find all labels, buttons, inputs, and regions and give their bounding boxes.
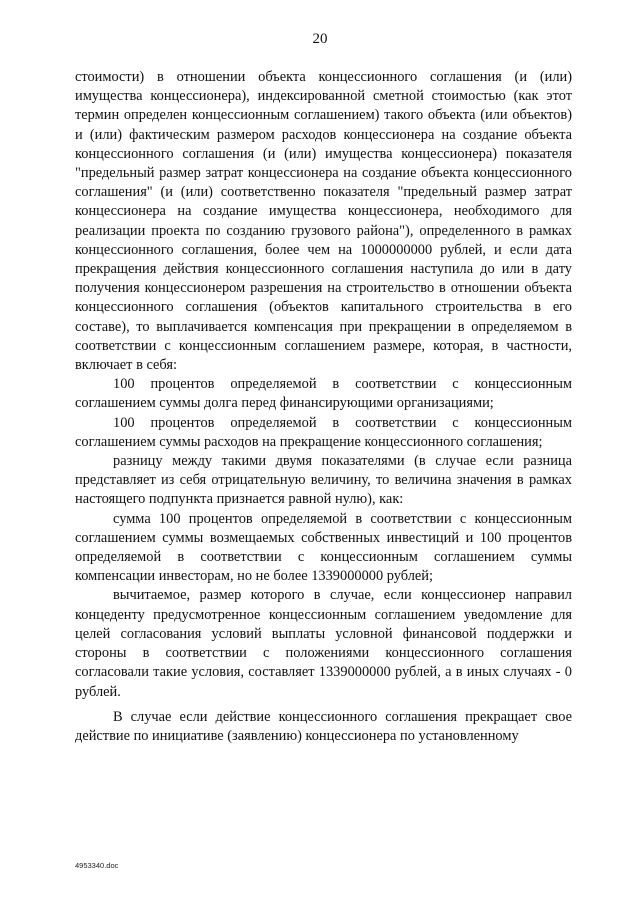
paragraph-debt-item: 100 процентов определяемой в соответствии с концессионным соглашением суммы долга перед финансирующими организациями;: [75, 376, 572, 412]
paragraph-sum-item: сумма 100 процентов определяемой в соответствии с концессионным соглашением суммы возмещаемых собственных инвестиций и 100 процентов определяемой в соответствии с концессионным соглашением суммы компенсации инвесторам, но не более 1339000000 рублей;: [75, 510, 572, 585]
paragraph-difference-item: разницу между такими двумя показателями (в случае если разница представляет из себя отрицательную величину, то величина значения в рамках настоящего подпункта признается равной нулю), как:: [75, 453, 572, 508]
paragraph-continuation: стоимости) в отношении объекта концессионного соглашения (и (или) имущества концессионера), индексированной сметной стоимостью (как этот термин определен концессионным соглашением) такого объекта (или объектов) и (или) фактическим размером расходов концессионера на создание объекта концессионного соглашения (и (или) имущества концессионера) показателя "предельный размер затрат концессионера на создание объекта концессионного соглашения" (и (или) соответственно показателя "предельный размер затрат концессионера на создание имущества концессионера, необходимого для реализации проекта по созданию грузового района"), определенного в рамках концессионного соглашения, более чем на 1000000000 рублей, и если дата прекращения действия концессионного соглашения наступила до или в дату получения концессионером разрешения на строительство в отношении объекта концессионного соглашения (объектов капитального строительства в его составе), то выплачивается компенсация при прекращении в определяемом в соответствии с концессионным соглашением размере, которая, в частности, включает в себя:: [75, 69, 572, 374]
page-number: 20: [312, 31, 328, 47]
document-body: [75, 68, 572, 746]
paragraph-termination-case: В случае если действие концессионного соглашения прекращает свое действие по инициативе (заявлению) концессионера по установленному: [75, 708, 572, 744]
paragraph-termination-costs-item: 100 процентов определяемой в соответствии с концессионным соглашением суммы расходов на прекращение концессионного соглашения;: [75, 414, 572, 450]
paragraph-subtrahend-item: вычитаемое, размер которого в случае, если концессионер направил концеденту предусмотренное концессионным соглашением уведомление для целей согласования условий выплаты условной финансовой поддержки и стороны в соответствии с положениями концессионного соглашения согласовали такие условия, составляет 1339000000 рублей, а в иных случаях - 0 рублей.: [75, 587, 572, 700]
file-reference: 4953340.doc: [75, 861, 119, 870]
